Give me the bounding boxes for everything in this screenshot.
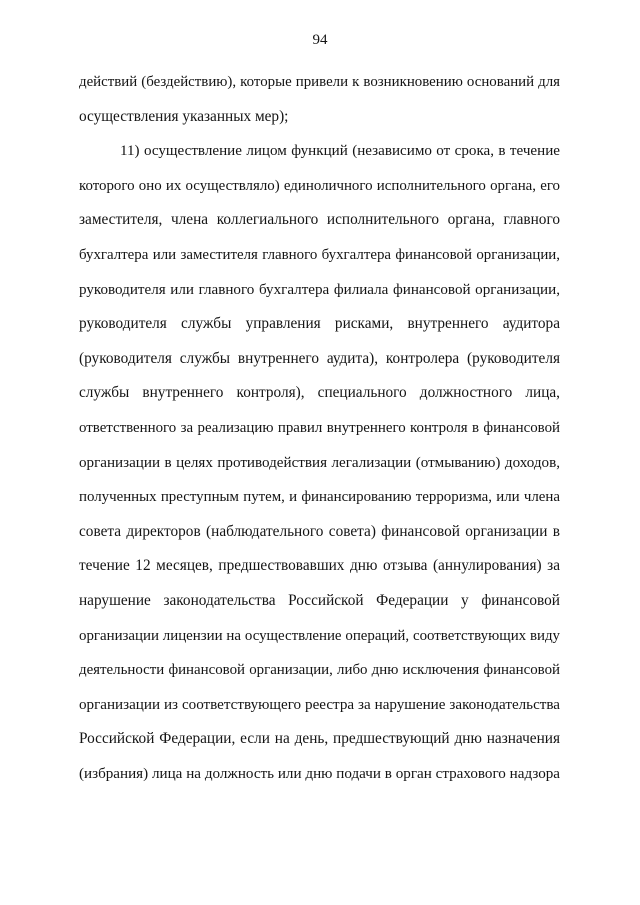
text-line: руководителя или главного бухгалтера филиала финансовой организации,: [79, 281, 560, 298]
text-line: организации лицензии на осуществление операций, соответствующих виду: [79, 627, 560, 644]
text-line: руководителя службы управления рисками, внутреннего аудитора: [79, 315, 560, 333]
text-line: течение 12 месяцев, предшествовавших дню отзыва (аннулирования) за: [79, 557, 560, 575]
text-line: нарушение законодательства Российской Федерации у финансовой: [79, 591, 560, 609]
text-line: (избрания) лица на должность или дню подачи в орган страхового надзора: [79, 765, 560, 782]
text-line: действий (бездействию), которые привели к возникновению оснований для: [79, 74, 560, 90]
text-line: бухгалтера или заместителя главного бухгалтера финансовой организации,: [79, 246, 560, 263]
body-text: [79, 71, 560, 797]
text-line: службы внутреннего контроля), специального должностного лица,: [79, 384, 560, 402]
page-number: 94: [312, 32, 328, 48]
text-line: организации в целях противодействия легализации (отмыванию) доходов,: [79, 454, 560, 471]
text-line: заместителя, члена коллегиального исполнительного органа, главного: [79, 211, 560, 229]
text-line: совета директоров (наблюдательного совета) финансовой организации в: [79, 522, 560, 540]
text-line: деятельности финансовой организации, либо дню исключения финансовой: [79, 662, 560, 679]
text-line: осуществления указанных мер);: [79, 107, 289, 125]
text-line: полученных преступным путем, и финансированию терроризма, или члена: [79, 489, 560, 506]
text-line: организации из соответствующего реестра за нарушение законодательства: [79, 696, 560, 713]
text-line: которого оно их осуществляло) единоличного исполнительного органа, его: [79, 177, 560, 194]
text-line: 11) осуществление лицом функций (независимо от срока, в течение: [120, 143, 560, 160]
text-line: ответственного за реализацию правил внутреннего контроля в финансовой: [79, 419, 560, 436]
text-line: (руководителя службы внутреннего аудита), контролера (руководителя: [79, 349, 560, 367]
text-line: Российской Федерации, если на день, предшествующий дню назначения: [79, 730, 560, 748]
